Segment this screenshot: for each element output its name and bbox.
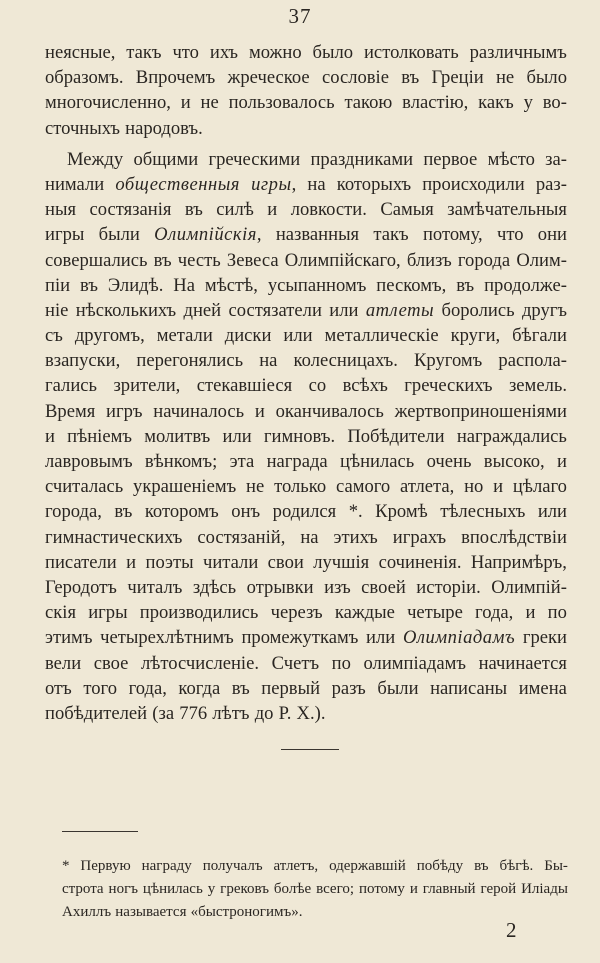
word: земель. <box>508 375 567 397</box>
word: общими <box>133 148 199 170</box>
text-line <box>45 424 567 449</box>
word: награду <box>141 858 192 874</box>
word: Х.). <box>296 702 326 724</box>
word: игръ <box>106 400 143 422</box>
word: играхъ <box>392 526 447 548</box>
word: Иліады <box>521 881 568 897</box>
text-line <box>45 449 567 474</box>
word: эта <box>229 451 255 472</box>
text-line <box>45 600 567 625</box>
text-line <box>45 298 567 323</box>
text-line <box>45 90 567 115</box>
word: четырехлѣтнимъ <box>100 627 234 649</box>
word: честь <box>177 249 221 271</box>
word: высоко, <box>483 451 545 472</box>
word: «быстроногимъ». <box>190 904 303 920</box>
word: состязатели <box>228 299 322 321</box>
word: за- <box>545 148 567 170</box>
word: можно <box>248 42 302 63</box>
word: близъ <box>406 249 452 271</box>
word: гимновъ. <box>263 425 336 447</box>
word: метали <box>156 325 213 347</box>
word: начинается <box>478 652 567 674</box>
word: На <box>173 274 195 296</box>
word: въ <box>401 67 420 89</box>
word: четыре <box>407 602 463 624</box>
word: Р. <box>278 702 292 724</box>
word: ихъ <box>209 42 239 63</box>
word: Самыя <box>380 199 434 221</box>
main-text <box>45 40 567 726</box>
text-line <box>45 40 567 65</box>
word: истолковать <box>363 42 459 63</box>
text-line <box>45 651 567 676</box>
word: игры, <box>251 173 297 195</box>
word: Впрочемъ <box>135 67 216 89</box>
word: и <box>254 400 265 422</box>
word: совершались <box>45 249 148 271</box>
text-line <box>45 701 567 726</box>
page-number: 37 <box>288 4 312 28</box>
word: года, <box>475 602 514 624</box>
word: они <box>537 224 567 246</box>
text-line <box>45 525 567 550</box>
word: раз- <box>535 173 567 195</box>
word: Олимпій- <box>491 576 567 598</box>
word: Олимпійскаго, <box>284 249 401 271</box>
word: Олимпіадамъ <box>402 627 516 649</box>
text-line <box>45 222 567 247</box>
word: *. <box>348 501 363 523</box>
word: отъ <box>45 677 72 699</box>
word: Ахиллъ <box>62 904 112 920</box>
word: своей <box>361 576 406 598</box>
word: года, <box>128 677 167 699</box>
word: съ <box>45 325 63 347</box>
word: и <box>45 425 55 447</box>
word: пѣніемъ <box>67 425 132 447</box>
word: грековъ <box>220 881 269 897</box>
text-line <box>45 474 567 499</box>
word: боролись <box>441 299 515 321</box>
word: какъ <box>478 92 514 114</box>
footnote-rule <box>62 831 138 832</box>
word: общественныя <box>115 173 240 195</box>
text-line <box>45 625 567 650</box>
word: онъ <box>231 501 261 523</box>
word: разъ <box>331 677 366 699</box>
word: или <box>222 425 252 447</box>
word: замѣчательныя <box>447 199 567 221</box>
word: и <box>493 476 504 498</box>
word: у <box>207 881 216 897</box>
word: въ <box>114 501 133 523</box>
word: различнымъ <box>469 42 567 63</box>
word: мѣстѣ, <box>204 274 258 296</box>
word: было <box>526 67 567 89</box>
word: болѣе <box>273 881 312 897</box>
word: изъ <box>324 576 351 598</box>
word: стекавшіеся <box>196 375 293 397</box>
word: происходили <box>422 173 525 195</box>
word: (за <box>152 702 175 724</box>
text-line <box>45 575 567 600</box>
word: продолже- <box>484 274 567 296</box>
word: свое <box>93 652 129 674</box>
text-line <box>62 855 568 878</box>
word: * <box>62 858 70 874</box>
word: перегонялись <box>136 350 244 372</box>
word: лѣтосчисленіе. <box>141 652 259 674</box>
word: народовъ. <box>125 117 203 139</box>
word: вѣнкомъ; <box>144 451 218 472</box>
word: игры <box>88 602 128 624</box>
paragraph <box>45 147 567 726</box>
word: лѣтъ <box>212 702 250 724</box>
word: со <box>308 375 327 397</box>
word: состязанія <box>89 199 172 221</box>
word: жертвоприношеніями <box>394 400 567 422</box>
word: праздниками <box>310 148 414 170</box>
word: силѣ <box>216 199 254 221</box>
word: Время <box>45 400 96 422</box>
word: ногъ <box>108 881 138 897</box>
word: когда <box>178 677 221 699</box>
word: скія <box>45 602 77 624</box>
word: Олимпійскія, <box>154 224 262 246</box>
word: во- <box>542 92 567 114</box>
word: свои <box>267 551 304 573</box>
word: состязаній, <box>197 526 286 548</box>
word: сочиненія. <box>378 551 462 573</box>
word: гимнастическихъ <box>45 526 183 548</box>
word: или <box>366 627 396 649</box>
paragraph <box>45 40 567 141</box>
word: въ <box>80 274 98 296</box>
word: властію, <box>402 92 469 114</box>
word: піи <box>45 274 71 296</box>
word: читалъ <box>127 576 183 598</box>
text-line <box>45 348 567 373</box>
word: въ <box>153 249 172 271</box>
word: Элидѣ. <box>107 274 164 296</box>
word: называется <box>115 904 187 920</box>
text-line <box>45 248 567 273</box>
word: названныя <box>275 224 360 246</box>
text-line <box>45 373 567 398</box>
word: цѣлаго <box>512 476 567 498</box>
word: и <box>126 551 137 573</box>
text-line <box>62 901 568 924</box>
word: города, <box>45 501 102 523</box>
word: побѣду <box>416 858 464 874</box>
section-divider <box>281 749 339 750</box>
word: и <box>409 881 418 897</box>
word: или <box>329 299 359 321</box>
word: впослѣдствіи <box>461 526 567 548</box>
word: многочисленно, <box>45 92 171 114</box>
word: диски <box>224 325 272 347</box>
word: другомъ, <box>74 325 145 347</box>
footnote <box>62 855 568 924</box>
word: усыпанномъ <box>267 274 367 296</box>
text-line <box>62 878 568 901</box>
word: украшеніемъ <box>133 476 237 498</box>
text-line <box>45 116 567 141</box>
word: образомъ. <box>45 67 124 89</box>
text-line <box>45 197 567 222</box>
word: что <box>172 42 199 63</box>
word: не <box>200 92 219 114</box>
word: колесницахъ. <box>293 350 398 372</box>
word: тѣлесныхъ <box>440 501 526 523</box>
word: Напримѣръ, <box>470 551 567 573</box>
word: первое <box>423 148 478 170</box>
word: греки <box>522 627 567 649</box>
word: награждались <box>456 425 567 447</box>
word: побѣдителей <box>45 702 148 724</box>
word: дней <box>183 299 222 321</box>
word: Греціи <box>431 67 484 89</box>
word: металлическіе <box>324 325 439 347</box>
text-line <box>45 323 567 348</box>
word: или <box>537 501 567 523</box>
word: были <box>98 224 140 246</box>
word: по <box>331 652 351 674</box>
word: распола- <box>498 350 567 372</box>
word: отрывки <box>246 576 314 598</box>
word: города <box>457 249 511 271</box>
word: такъ <box>126 42 162 63</box>
word: 776 <box>179 702 208 724</box>
word: всѣхъ <box>342 375 388 397</box>
word: имена <box>518 677 567 699</box>
word: и <box>525 602 536 624</box>
word: первый <box>261 677 321 699</box>
word: такою <box>344 92 393 114</box>
word: на <box>300 526 319 548</box>
word: на <box>307 173 326 195</box>
word: жреческое <box>227 67 310 89</box>
word: оканчивалось <box>275 400 384 422</box>
word: или <box>283 325 313 347</box>
word: другъ <box>521 299 567 321</box>
word: въ <box>456 274 475 296</box>
word: исторіи. <box>416 576 481 598</box>
word: которыхъ <box>336 173 412 195</box>
word: ловкости. <box>290 199 367 221</box>
word: всего; <box>316 881 355 897</box>
word: этимъ <box>45 627 93 649</box>
word: вели <box>45 652 82 674</box>
word: потому <box>358 881 405 897</box>
word: игры <box>45 224 85 246</box>
word: начиналось <box>153 400 245 422</box>
word: что <box>496 224 524 246</box>
word: поэты <box>145 551 194 573</box>
word: мѣсто <box>487 148 535 170</box>
word: цѣнилась <box>142 881 203 897</box>
word: каждые <box>334 602 395 624</box>
word: неясные, <box>45 42 116 63</box>
word: зрители, <box>113 375 181 397</box>
word: и <box>267 199 278 221</box>
word: было <box>312 42 354 63</box>
word: гались <box>45 375 98 397</box>
text-line <box>45 499 567 524</box>
word: и <box>557 451 567 472</box>
word: греческими <box>208 148 301 170</box>
word: бѣгали <box>512 325 567 347</box>
word: написаны <box>430 677 508 699</box>
word: въ <box>184 199 203 221</box>
word: того <box>83 677 117 699</box>
word: только <box>274 476 327 498</box>
word: взапуски, <box>45 350 121 372</box>
word: Зевеса <box>226 249 279 271</box>
word: въ <box>231 677 250 699</box>
word: пользовалось <box>228 92 335 114</box>
text-line <box>45 273 567 298</box>
word: Бы- <box>544 858 568 874</box>
word: молитвъ <box>144 425 211 447</box>
word: греческихъ <box>404 375 493 397</box>
text-line <box>45 172 567 197</box>
text-line <box>45 399 567 424</box>
word: Первую <box>80 858 131 874</box>
word: атлета, <box>400 476 455 498</box>
word: этихъ <box>333 526 378 548</box>
word: лучшія <box>313 551 370 573</box>
word: въ <box>474 858 489 874</box>
word: атлеты <box>365 299 435 321</box>
word: нимали <box>45 173 105 195</box>
word: нѣсколькихъ <box>75 299 177 321</box>
text-line <box>45 65 567 90</box>
word: Между <box>67 148 124 170</box>
word: и <box>180 92 191 114</box>
word: промежуткамъ <box>241 627 359 649</box>
word: но <box>464 476 484 498</box>
word: Кромѣ <box>375 501 428 523</box>
word: пескомъ, <box>376 274 447 296</box>
word: герой <box>480 881 517 897</box>
word: олимпіадамъ <box>363 652 467 674</box>
word: одержавшій <box>329 858 406 874</box>
word: круги, <box>450 325 501 347</box>
word: черезъ <box>270 602 323 624</box>
word: сточныхъ <box>45 117 120 139</box>
word: очень <box>426 451 472 472</box>
word: которомъ <box>144 501 219 523</box>
word: у <box>523 92 533 114</box>
signature-mark: 2 <box>506 918 517 942</box>
word: на <box>259 350 278 372</box>
word: строта <box>62 881 104 897</box>
word: здѣсь <box>192 576 237 598</box>
word: цѣнилась <box>340 451 415 472</box>
word: Счетъ <box>271 652 320 674</box>
word: бѣгѣ. <box>499 858 534 874</box>
word: не <box>246 476 265 498</box>
word: по <box>547 602 567 624</box>
word: ніе <box>45 299 69 321</box>
word: до <box>254 702 274 724</box>
word: производились <box>139 602 259 624</box>
word: самого <box>335 476 391 498</box>
word: считалась <box>45 476 124 498</box>
word: награда <box>266 451 328 472</box>
word: сословіе <box>321 67 389 89</box>
word: читали <box>202 551 259 573</box>
word: Побѣдители <box>347 425 445 447</box>
word: лавровымъ <box>45 451 133 472</box>
word: получалъ <box>202 858 263 874</box>
word: такъ <box>373 224 409 246</box>
word: не <box>495 67 515 89</box>
word: родился <box>272 501 337 523</box>
word: ныя <box>45 199 76 221</box>
word: писатели <box>45 551 117 573</box>
word: Геродотъ <box>45 576 117 598</box>
word: Кругомъ <box>414 350 483 372</box>
text-line <box>45 676 567 701</box>
word: потому, <box>422 224 483 246</box>
text-line <box>45 147 567 172</box>
word: главный <box>422 881 476 897</box>
text-line <box>45 550 567 575</box>
word: Олим- <box>516 249 567 271</box>
word: были <box>377 677 419 699</box>
word: атлетъ, <box>273 858 319 874</box>
